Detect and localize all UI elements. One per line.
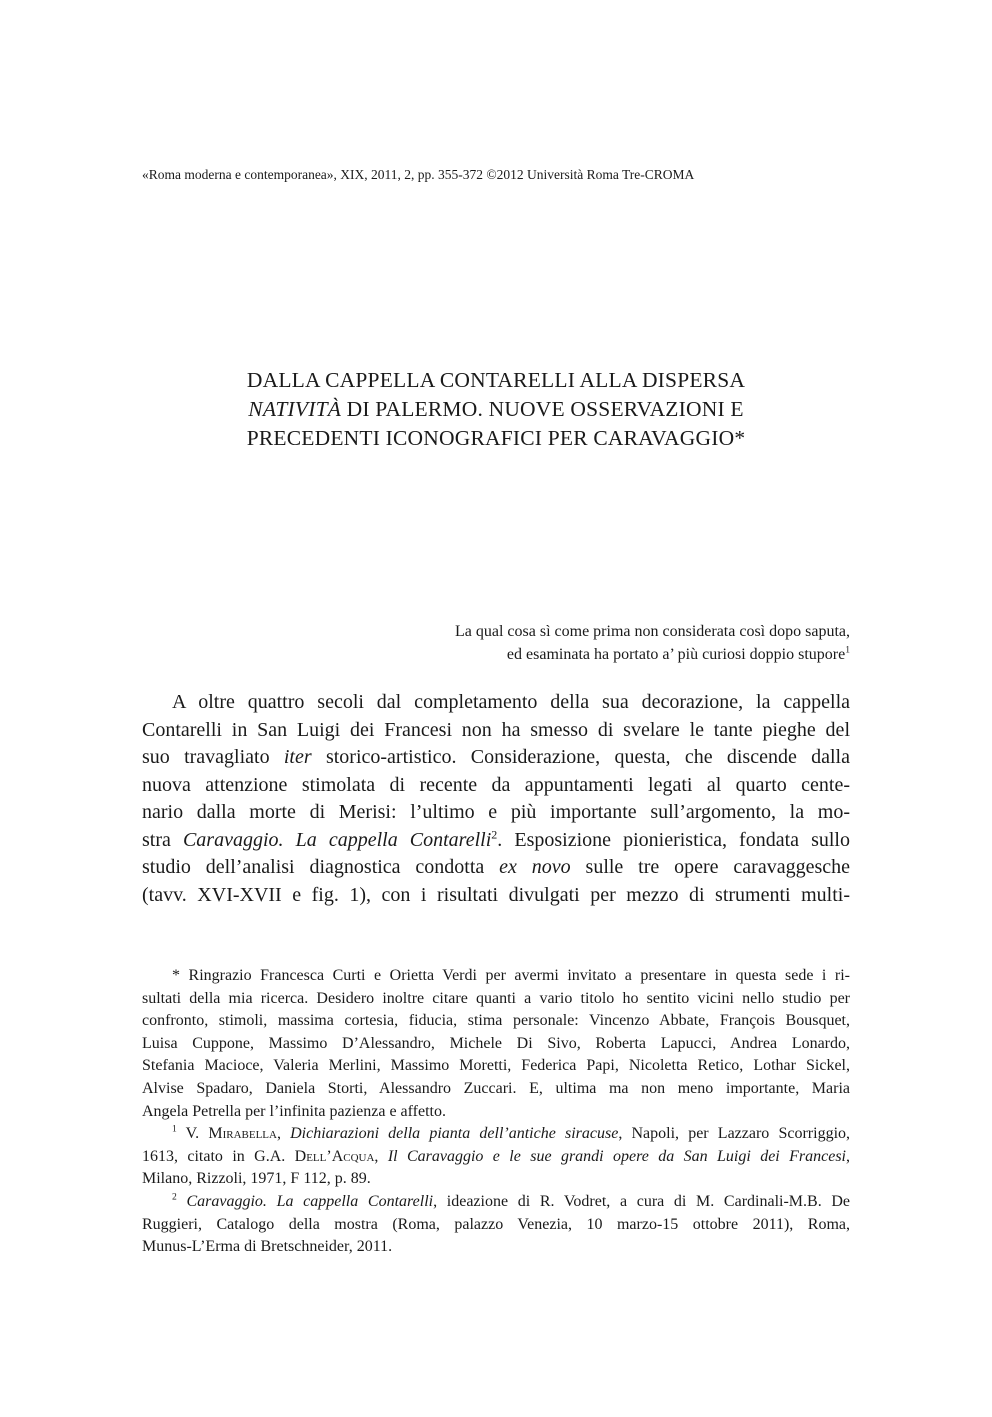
body-italic-run: ex novo bbox=[499, 856, 571, 878]
note-author-smallcaps: Dell’Acqua bbox=[294, 1147, 375, 1165]
footnote-1-line bbox=[142, 1146, 850, 1169]
note-text-run: , bbox=[846, 1147, 851, 1165]
note-text-run: , ideazione di R. Vodret, a cura di M. Cardinali-M.B. De bbox=[433, 1192, 851, 1210]
epigraph-line-2-text: ed esaminata ha portato a’ più curiosi doppio stupore bbox=[506, 646, 846, 663]
footnote-star-line: Alvise Spadaro, Daniela Storti, Alessandro Zuccari. E, ultima ma non meno importante, Maria bbox=[142, 1079, 850, 1097]
body-italic-run: iter bbox=[283, 746, 312, 768]
footnotes bbox=[142, 965, 850, 1259]
body-text-run: suo travagliato bbox=[142, 746, 284, 768]
footnote-ref-2[interactable]: 2 bbox=[491, 826, 498, 841]
running-head: «Roma moderna e contemporanea», XIX, 2011, 2, pp. 355-372 ©2012 Università Roma Tre-CROMA bbox=[142, 167, 695, 182]
note-text-run: , bbox=[374, 1147, 388, 1165]
title-line-2-rest: DI PALERMO. NUOVE OSSERVAZIONI E bbox=[341, 397, 744, 421]
body-text-run: studio dell’analisi diagnostica condotta bbox=[142, 856, 500, 878]
note-italic-title: Il Caravaggio e le sue grandi opere da San Luigi dei Francesi bbox=[387, 1147, 847, 1165]
footnote-star-line: sultati della mia ricerca. Desidero inoltre citare quanti a vario titolo ho sentito vicini nello studio per bbox=[142, 989, 850, 1007]
body-italic-run: Caravaggio. La cappella Contarelli bbox=[182, 828, 492, 851]
note-text-run: , bbox=[276, 1125, 291, 1143]
footnote-1-line bbox=[142, 1123, 850, 1146]
note-author-smallcaps: Mirabella bbox=[208, 1125, 277, 1143]
epigraph-line-1: La qual cosa sì come prima non considerata così dopo saputa, bbox=[455, 623, 850, 640]
note-text-run: , Napoli, per Lazzaro Scorriggio, bbox=[618, 1125, 851, 1143]
body-paragraph bbox=[142, 689, 850, 909]
footnote-star-line: Luisa Cuppone, Massimo D’Alessandro, Michele Di Sivo, Roberta Lapucci, Andrea Lonardo, bbox=[142, 1034, 850, 1052]
footnote-1-number: 1 bbox=[172, 1123, 177, 1135]
note-italic-title: Caravaggio. La cappella Contarelli bbox=[186, 1192, 434, 1210]
title-line-3: PRECEDENTI ICONOGRAFICI PER CARAVAGGIO* bbox=[246, 426, 746, 450]
footnote-star-line: Angela Petrella per l’infinita pazienza e affetto. bbox=[142, 1102, 446, 1120]
epigraph bbox=[300, 620, 850, 666]
body-line: (tavv. XVI-XVII e fig. 1), con i risultati divulgati per mezzo di strumenti multi- bbox=[142, 883, 850, 906]
note-text-run: V. bbox=[176, 1125, 209, 1143]
footnote-star-line: Stefania Macioce, Valeria Merlini, Massimo Moretti, Federica Papi, Nicoletta Retico, Lothar Sickel, bbox=[142, 1057, 850, 1075]
body-line bbox=[142, 854, 850, 882]
footnote-star-line: * Ringrazio Francesca Curti e Orietta Verdi per avermi invitato a presentare in questa sede i ri- bbox=[172, 967, 850, 984]
body-text-run: . Esposizione pionieristica, fondata sullo bbox=[497, 828, 850, 851]
note-italic-title: Dichiarazioni della pianta dell’antiche siracuse bbox=[290, 1125, 619, 1143]
body-line bbox=[142, 827, 850, 855]
footnote-2-line bbox=[142, 1191, 850, 1214]
footnote-2-line: Munus-L’Erma di Bretschneider, 2011. bbox=[142, 1238, 393, 1256]
footnote-star-line: confronto, stimoli, massima cortesia, fiducia, stima personale: Vincenzo Abbate, François Bousquet, bbox=[142, 1012, 850, 1030]
epigraph-line-2 bbox=[300, 643, 850, 666]
body-text-run: storico-artistico. Considerazione, questa, che discende dalla bbox=[311, 746, 850, 768]
footnote-ref-1[interactable]: 1 bbox=[845, 644, 850, 656]
article-title bbox=[142, 366, 850, 453]
body-line: Contarelli in San Luigi dei Francesi non ha smesso di svelare le tante pieghe del bbox=[142, 718, 850, 741]
note-text-run: 1613, citato in G.A. bbox=[142, 1147, 295, 1165]
title-line-2 bbox=[142, 395, 850, 424]
body-line: nuova attenzione stimolata di recente da appuntamenti legati al quarto cente- bbox=[142, 773, 850, 796]
footnote-1-line: Milano, Rizzoli, 1971, F 112, p. 89. bbox=[142, 1170, 371, 1188]
body-line: A oltre quattro secoli dal completamento della sua decorazione, la cappella bbox=[172, 691, 850, 713]
footnote-2-number: 2 bbox=[172, 1191, 177, 1203]
body-line bbox=[142, 744, 850, 772]
body-text-run: stra bbox=[142, 828, 183, 851]
footnote-2-line: Ruggieri, Catalogo della mostra (Roma, palazzo Venezia, 10 marzo-15 ottobre 2011), Roma, bbox=[142, 1215, 850, 1233]
body-line: nario dalla morte di Merisi: l’ultimo e più importante sull’argomento, la mo- bbox=[142, 801, 850, 823]
body-text-run: sulle tre opere caravaggesche bbox=[570, 856, 850, 878]
title-line-1: DALLA CAPPELLA CONTARELLI ALLA DISPERSA bbox=[246, 368, 746, 392]
title-italic-nativita: NATIVITÀ bbox=[248, 397, 342, 421]
